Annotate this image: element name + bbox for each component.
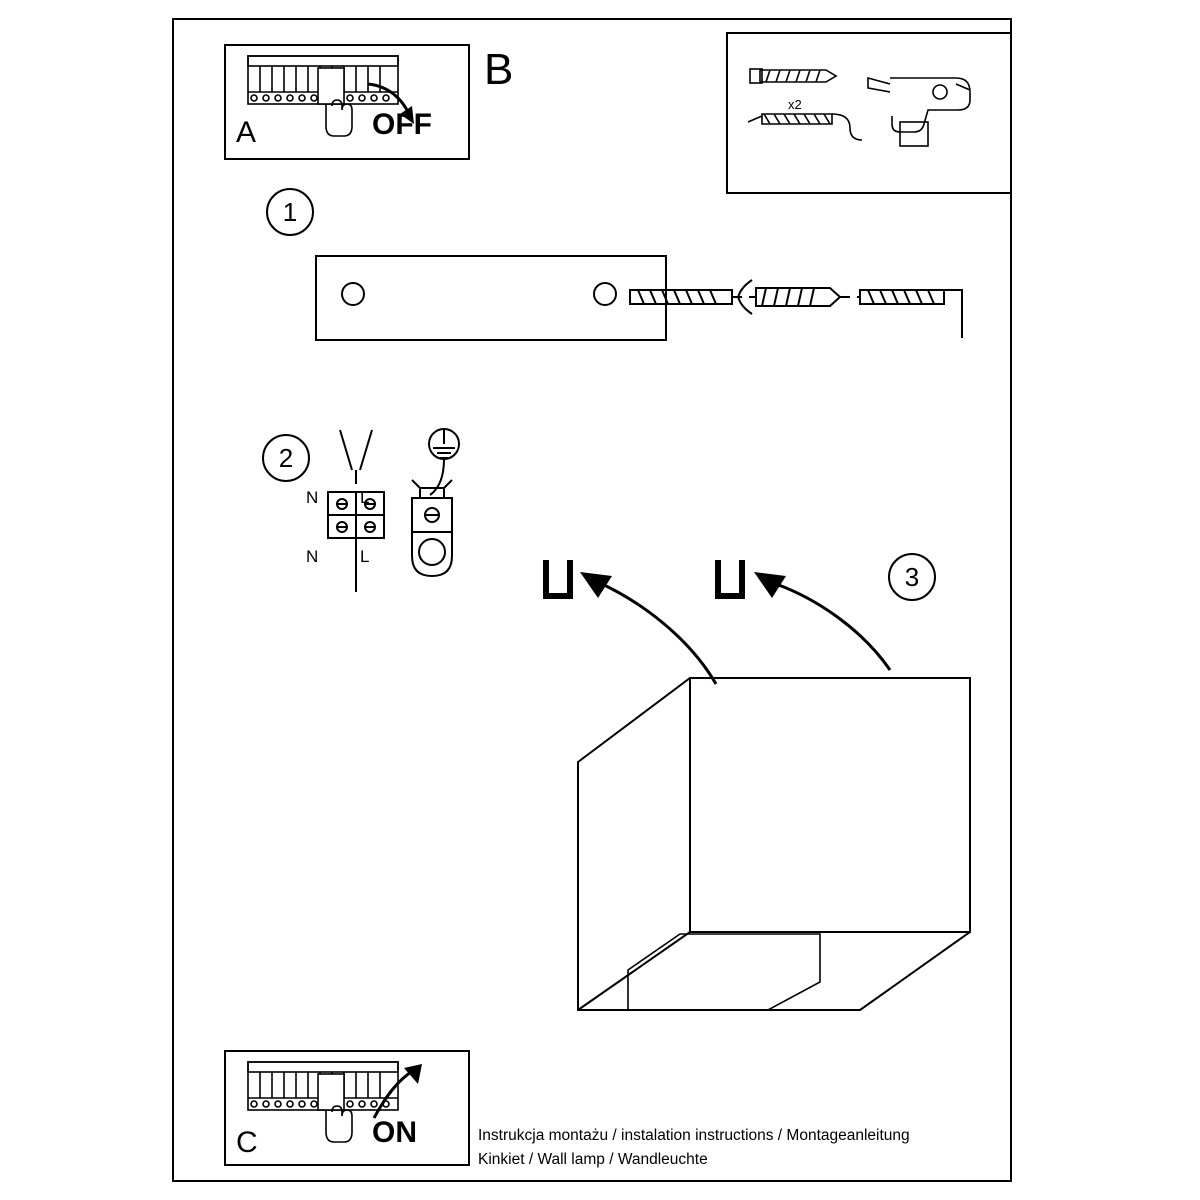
wall-plug-icon	[750, 69, 836, 83]
step-3-badge: 3	[888, 553, 936, 601]
wire-label-n-bottom: N	[306, 547, 319, 566]
wire-label-l-top: L	[360, 488, 370, 507]
tools-illustration	[740, 44, 1000, 184]
footer-line-1: Instrukcja montażu / instalation instructions / Montageanleitung	[478, 1127, 910, 1144]
wire-label-n-top: N	[306, 488, 319, 507]
panel-c-label: C	[236, 1126, 258, 1159]
wire-label-l-bottom: L	[360, 547, 370, 566]
switch-on-label: ON	[372, 1116, 417, 1149]
mount-bracket-illustration	[300, 240, 1000, 370]
screw-icon	[748, 114, 862, 140]
panel-b-label: B	[484, 45, 514, 94]
step-2-badge: 2	[262, 434, 310, 482]
lamp-assembly-illustration	[520, 540, 1000, 1060]
step-1-badge: 1	[266, 188, 314, 236]
footer-line-2: Kinkiet / Wall lamp / Wandleuchte	[478, 1151, 708, 1169]
tools-quantity-label: x2	[788, 97, 802, 112]
curved-arrow-up-icon	[364, 1064, 428, 1124]
footer-text	[478, 1124, 910, 1172]
switch-off-label: OFF	[372, 108, 432, 141]
power-drill-icon	[868, 78, 970, 146]
panel-a-label: A	[236, 116, 257, 149]
